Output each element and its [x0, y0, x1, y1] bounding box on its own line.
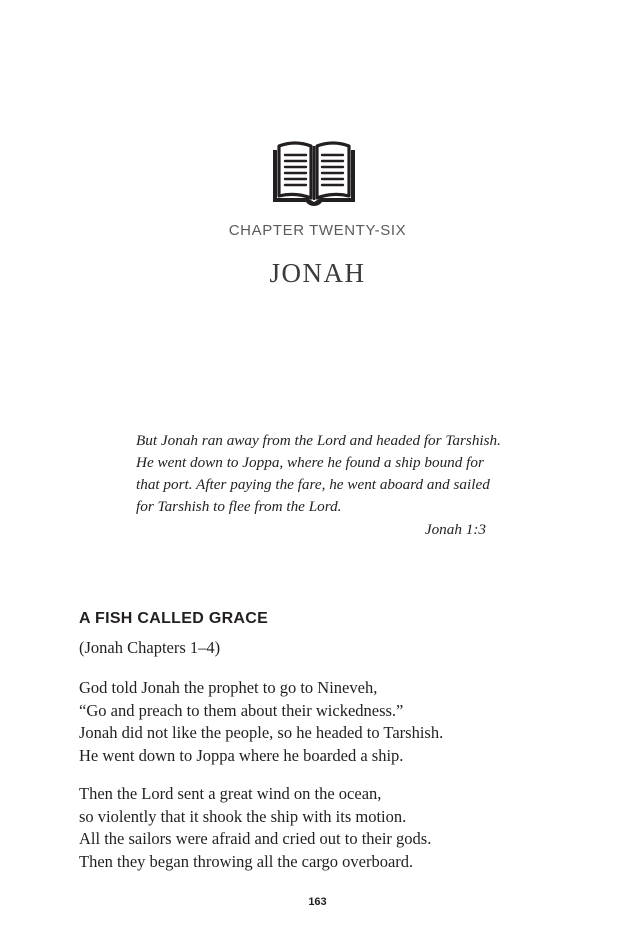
- stanza-line: Jonah did not like the people, so he headed to Tarshish.: [79, 723, 444, 742]
- stanza-line: God told Jonah the prophet to go to Nineveh,: [79, 678, 378, 697]
- epigraph-reference: Jonah 1:3: [424, 521, 486, 538]
- epigraph: [136, 430, 501, 541]
- epigraph-line: for Tarshish to flee from the Lord.: [136, 498, 342, 515]
- chapter-label: CHAPTER TWENTY-SIX: [228, 222, 407, 239]
- section-subheading: (Jonah Chapters 1–4): [79, 638, 221, 657]
- section-heading: A FISH CALLED GRACE: [79, 610, 269, 627]
- stanza: [79, 783, 431, 873]
- epigraph-line: He went down to Joppa, where he found a ship bound for: [136, 454, 484, 471]
- open-book-icon: [269, 140, 359, 206]
- stanza-line: Then the Lord sent a great wind on the ocean,: [79, 784, 382, 803]
- page-number: 163: [308, 896, 327, 908]
- stanza-line: “Go and preach to them about their wickedness.”: [79, 700, 404, 720]
- stanza: [79, 677, 443, 767]
- stanza-line: Then they began throwing all the cargo overboard.: [79, 851, 414, 871]
- epigraph-line: that port. After paying the fare, he went aboard and sailed: [136, 476, 490, 493]
- stanza-line: so violently that it shook the ship with its motion.: [79, 806, 407, 826]
- stanza-line: He went down to Joppa where he boarded a ship.: [79, 745, 404, 765]
- stanza-line: All the sailors were afraid and cried out to their gods.: [79, 829, 432, 848]
- chapter-title: JONAH: [269, 258, 366, 288]
- epigraph-line: But Jonah ran away from the Lord and headed for Tarshish.: [136, 432, 501, 449]
